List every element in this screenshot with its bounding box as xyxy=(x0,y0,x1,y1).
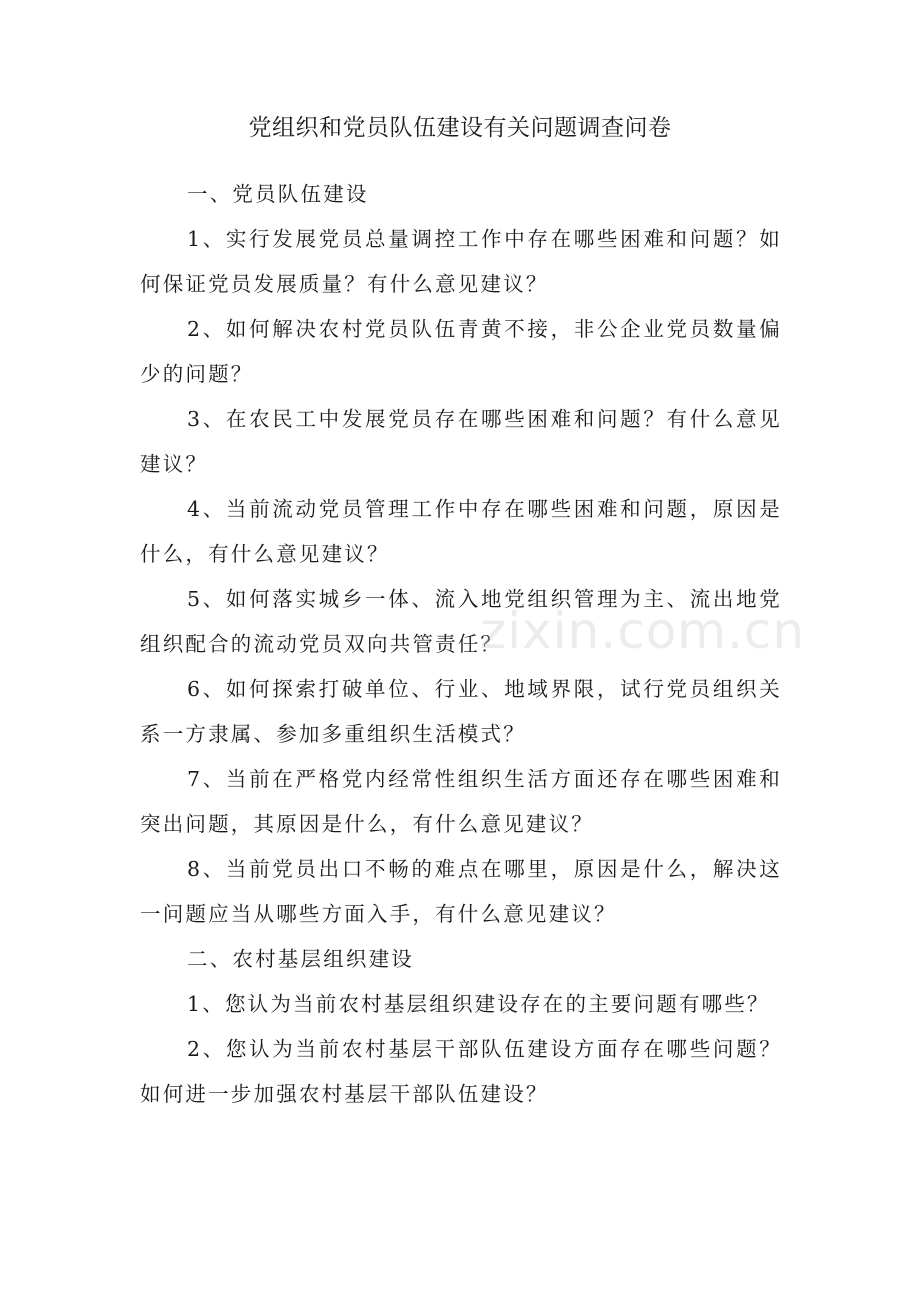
question-paragraph: 3、在农民工中发展党员存在哪些困难和问题？有什么意见建议？ xyxy=(140,407,782,476)
document-body xyxy=(140,172,782,1117)
question-paragraph: 2、您认为当前农村基层干部队伍建设方面存在哪些问题？如何进一步加强农村基层干部队伍建设？ xyxy=(140,1037,782,1106)
question-paragraph: 4、当前流动党员管理工作中存在哪些困难和问题，原因是什么，有什么意见建议？ xyxy=(140,497,782,566)
question-paragraph: 1、实行发展党员总量调控工作中存在哪些困难和问题？如何保证党员发展质量？有什么意见建议？ xyxy=(140,227,782,296)
question-paragraph: 2、如何解决农村党员队伍青黄不接，非公企业党员数量偏少的问题？ xyxy=(140,317,782,386)
question-paragraph: 7、当前在严格党内经常性组织生活方面还存在哪些困难和突出问题，其原因是什么，有什么意见建议？ xyxy=(140,767,782,836)
section-heading-rural-organization: 二、农村基层组织建设 xyxy=(187,947,414,971)
question-paragraph: 6、如何探索打破单位、行业、地域界限，试行党员组织关系一方隶属、参加多重组织生活模式？ xyxy=(140,677,782,746)
question-paragraph: 8、当前党员出口不畅的难点在哪里，原因是什么，解决这一问题应当从哪些方面入手，有什么意见建议？ xyxy=(140,857,782,926)
watermark: zixin.com.cn xyxy=(480,602,806,660)
document-title: 党组织和党员队伍建设有关问题调查问卷 xyxy=(248,115,672,141)
question-paragraph: 1、您认为当前农村基层组织建设存在的主要问题有哪些？ xyxy=(187,992,770,1016)
question-paragraph: 5、如何落实城乡一体、流入地党组织管理为主、流出地党组织配合的流动党员双向共管责任？ xyxy=(140,587,782,656)
section-heading-party-members: 一、党员队伍建设 xyxy=(187,182,369,206)
